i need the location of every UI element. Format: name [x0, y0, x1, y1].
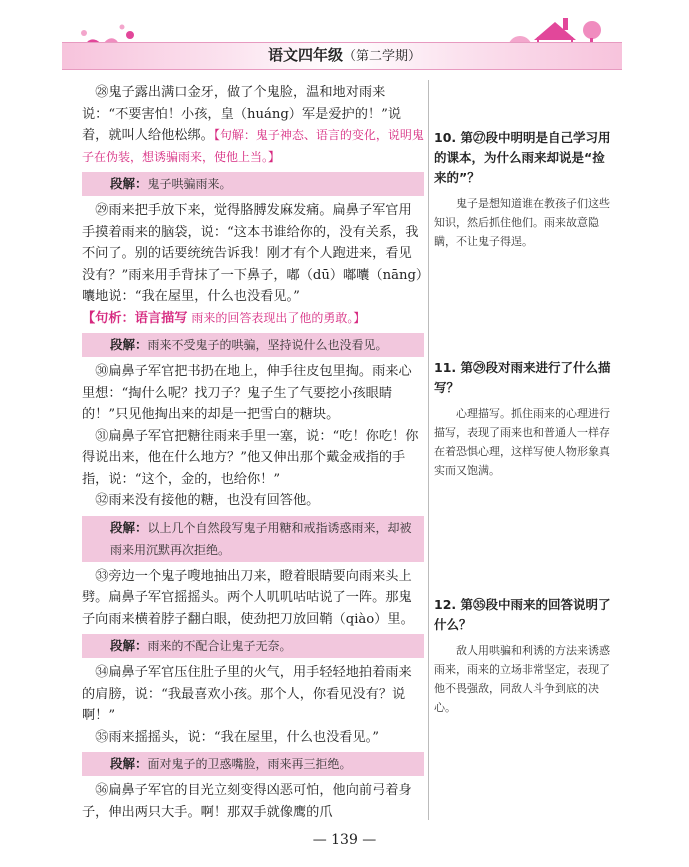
side-question-10: [434, 128, 614, 251]
question-text: 12. 第㉟段中雨来的回答说明了什么？: [434, 597, 611, 632]
answer-handwritten: 心理描写。抓住雨来的心理进行描写，表现了雨来也和普通人一样存在着恐惧心理，这样写使人物形象真实而又饱满。: [434, 407, 610, 477]
question-text: 11. 第㉙段对雨来进行了什么描写？: [434, 360, 611, 395]
answer-box-2: [82, 333, 424, 357]
sentence-note-29: [82, 308, 424, 330]
paragraph-28-text: ㉘鬼子露出满口金牙，做了个鬼脸，温和地对雨来说：“不要害怕！小孩，皇（huáng）军是爱护的！”说着，就叫人给他松绑。: [82, 85, 402, 143]
note-label: 【句析：语言描写: [82, 310, 188, 326]
paragraph-31: ㉛扁鼻子军官把糖往雨来手里一塞，说：“吃！你吃！你得说出来，他在什么地方？”他又伸出那个戴金戒指的手指，说：“这个，金的，也给你！”: [82, 428, 419, 487]
sentence-note-28: 【句解：鬼子神态、语言的变化，说明鬼子在伪装，想诱骗雨来，使他上当。】: [82, 128, 424, 164]
page-number: — 139 —: [312, 832, 377, 848]
paragraph-30: ㉚扁鼻子军官把书扔在地上，伸手往皮包里掏。雨来心里想：“掏什么呢？找刀子？鬼子生了气要挖小孩眼睛的！”只见他掏出来的却是一把雪白的糖块。: [82, 364, 412, 422]
answer-text: 鬼子哄骗雨来。: [147, 177, 232, 191]
answer-text: 雨来不受鬼子的哄骗，坚持说什么也没看见。: [147, 338, 388, 352]
paragraph-28: [82, 82, 424, 168]
paragraph-33: ㉝旁边一个鬼子嗖地抽出刀来，瞪着眼睛要向雨来头上劈。扁鼻子军官摇摇头。两个人叽叽咕咕说了一阵。那鬼子向雨来横着脖子翻白眼，使劲把刀放回鞘（qiào）里。: [82, 568, 414, 627]
answer-box-5: [82, 752, 424, 776]
answer-handwritten: 鬼子是想知道谁在教孩子们这些知识，然后抓住他们。雨来故意隐瞒，不让鬼子得逞。: [434, 197, 610, 248]
title-subtitle: （第二学期）: [343, 49, 422, 64]
page-header: [0, 0, 689, 80]
answer-label: 段解：: [110, 756, 148, 771]
page-title: [0, 44, 689, 65]
column-divider: [428, 80, 429, 820]
answer-label: 段解：: [110, 519, 148, 535]
side-question-12: [434, 595, 614, 717]
answer-box-4: [82, 634, 424, 658]
answer-text: 以上几个自然段写鬼子用糖和戒指诱惑雨来，却被雨来用沉默再次拒绝。: [110, 520, 412, 557]
title-main: 语文四年级: [267, 46, 343, 64]
paragraph-29-text: ㉙雨来把手放下来，觉得胳膊发麻发痛。扁鼻子军官用手摸着雨来的脑袋，说：“这本书谁给你的，没有关系，我不问了。别的话要统统告诉我！刚才有个人跑进来，看见没有？”雨来用手背抹了一下鼻子，嘟（dū）嘟囔（nāng）囔地说：“我在屋里，什么也没看见。”: [82, 203, 423, 304]
paragraph-34: ㉞扁鼻子军官压住肚子里的火气，用手轻轻地拍着雨来的肩膀，说：“我最喜欢小孩。那个人，你看见没有？说啊！”: [82, 665, 412, 723]
answer-label: 段解：: [110, 337, 148, 352]
answer-label: 段解：: [110, 176, 148, 191]
side-question-11: [434, 358, 614, 480]
answer-text: 面对鬼子的卫惑嘴脸，雨来再三拒绝。: [147, 757, 352, 771]
paragraph-29: [82, 200, 424, 308]
answer-box-3: [82, 516, 424, 562]
paragraph-36: ㊱扁鼻子军官的目光立刻变得凶恶可怕，他向前弓着身子，伸出两只大手。啊！那双手就像鹰的爪: [82, 783, 412, 820]
note-text: 雨来的回答表现出了他的勇敢。】: [187, 310, 366, 325]
question-text: 10. 第㉗段中明明是自己学习用的课本，为什么雨来却说是“捡来的”？: [434, 130, 611, 185]
answer-box-1: [82, 172, 424, 196]
paragraph-35: ㉟雨来摇摇头，说：“我在屋里，什么也没看见。”: [95, 729, 380, 745]
answer-text: 雨来的不配合让鬼子无奈。: [147, 639, 292, 653]
main-text-column: [82, 82, 424, 823]
answer-label: 段解：: [110, 638, 148, 653]
answer-handwritten: 敌人用哄骗和利诱的方法来诱惑雨来，雨来的立场非常坚定，表现了他不畏强敌，同敌人斗争到底的决心。: [434, 644, 610, 714]
paragraph-32: ㉜雨来没有接他的糖，也没有回答他。: [95, 493, 320, 508]
